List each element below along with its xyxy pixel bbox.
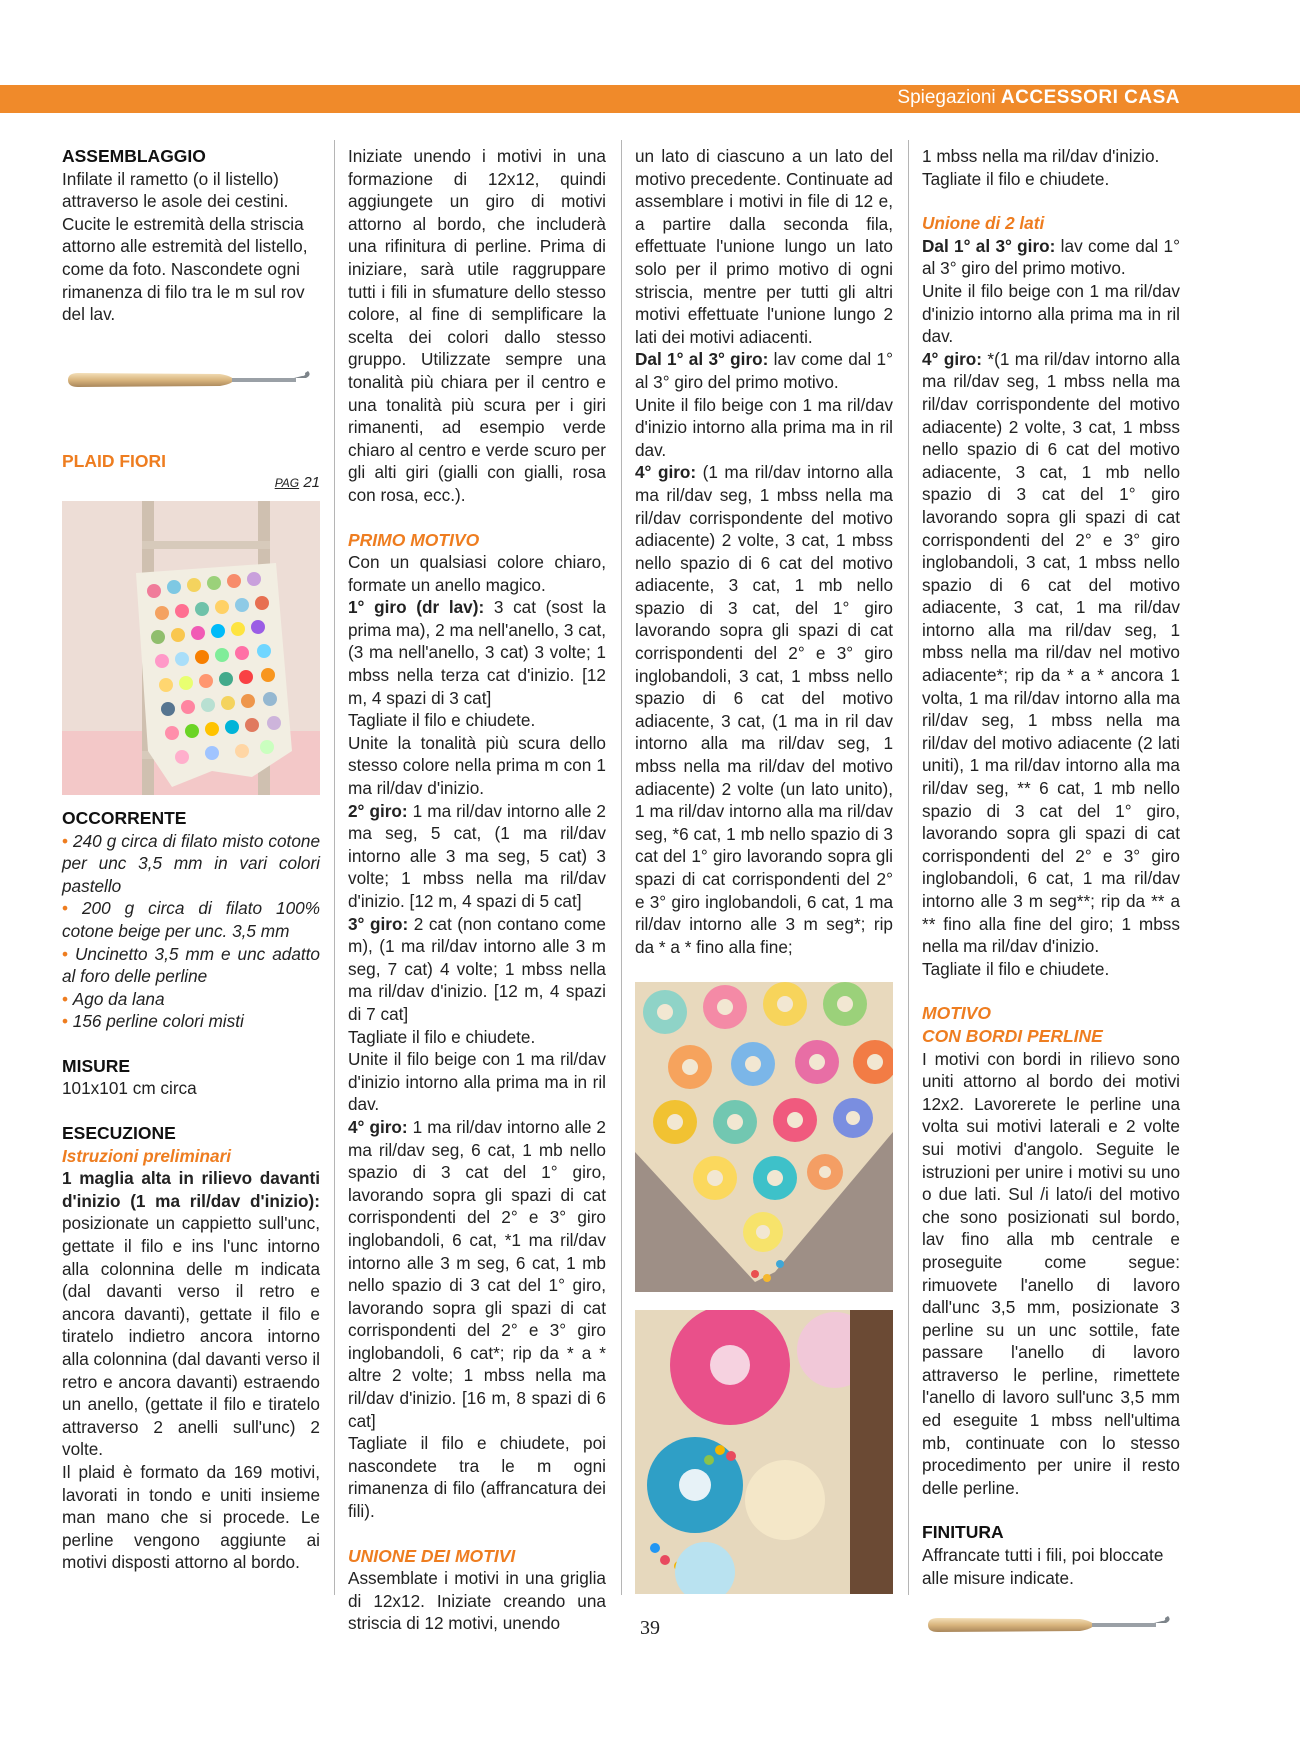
giro-3: 3° giro: 2 cat (non contano come m), (1 ma ril/dav intorno alle 3 m seg, 7 cat) 4 volte; 1 mbss nella ma ril/dav d'inizio. [12 m, 4 spazi di 7 cat] — [348, 913, 606, 1024]
unite-beige: Unite il filo beige con 1 ma ril/dav d'inizio intorno alla prima ma in ril dav. — [348, 1049, 606, 1115]
column-divider — [621, 140, 622, 1595]
unione-continued: un lato di ciascuno a un lato del motivo precedente. Continuate ad assemblare i motivi in file di 12 e, a partire dalla seconda fila, effettuate l'unione lungo un lato solo per il primo motivo di ogni striscia, mentre per tutti gli altri motivi effettuate l'unione lungo 2 lati dei motivi adiacenti. — [635, 146, 893, 347]
column-divider — [334, 140, 335, 1595]
maglia-instruction: 1 maglia alta in rilievo davanti d'inizio (1 ma ril/dav d'inizio): posizionate un cappietto sull'unc, gettate il filo e ins l'unc intorno alla colonnina delle m indicata (dal davanti verso il retro e ancora davanti), gettate il filo e tiratelo indietro ancora intorno alla colonnina (dal davanti verso il retro e ancora davanti) estraendo un anello, (gettate il filo e tiratelo attraverso 2 anelli sull'unc) 2 volte. — [62, 1168, 320, 1460]
page-ref-label: PAG — [274, 476, 300, 491]
column-2 — [348, 145, 606, 1635]
section-heading-assemblaggio: ASSEMBLAGGIO — [62, 146, 206, 166]
section-heading-plaid-fiori: PLAID FIORI — [62, 450, 167, 471]
primo-text: Con un qualsiasi colore chiaro, formate un anello magico. — [348, 552, 606, 595]
motivo-text: I motivi con bordi in rilievo sono uniti attorno al bordo dei motivi 12x2. Lavorerete le perline una volta sui motivi laterali e 2 volte sui motivi d'angolo. Seguite le istruzioni per unire i motivi su uno o due lati. Sul /i lato/i del motivo che sono posizionati sul bordo, lav fino alla mb centrale e proseguite come segue: rimuovete l'anello di lavoro dall'unc 3,5 mm, posizionate 3 perline su un unc sottile, fate passare l'anello di lavoro attraverso le perline, rimettete l'anello di lavoro sull'unc 3,5 mm ed eseguite 1 mbss nell'ultima mb, continuate con lo stesso procedimento per unire il resto delle perline. — [922, 1048, 1180, 1498]
crochet-hook-icon — [62, 362, 320, 398]
section-heading-bordi-perline: CON BORDI PERLINE — [922, 1025, 1103, 1046]
section-heading-esecuzione: ESECUZIONE — [62, 1123, 176, 1144]
material-item: • Ago da lana — [62, 988, 165, 1009]
giro-4: 4° giro: (1 ma ril/dav intorno alla ma ril/dav seg, 1 mbss nella ma ril/dav corrispondente del motivo adiacente) 2 volte, 3 cat, 1 mbss nello spazio di 6 cat del motivo adiacente, 3 cat, 1 mb nello spazio di 3 cat, del 1° giro lavorando sopra gli spazi di cat corrispondenti del 2° e 3° giro inglobandoli, 3 cat, 1 mbss nello spazio di 6 cat del motivo adiacente, 3 cat, (1 ma in ril dav intorno alla ma ril/dav seg, 1 mbss nella ma ril/dav del motivo adiacente) 2 volte (un lato unito), 1 ma ril/dav intorno alla ma ril/dav seg, *6 cat, 1 mb nello spazio di 3 cat del 1° giro lavorando sopra gli spazi di cat corrispondenti del 2° e 3° giro inglobandoli, 6 cat, 1 ma ril/dav intorno alle 3 m seg*; rip da * a * fino alla fine; — [635, 462, 893, 957]
section-heading-finitura: FINITURA — [922, 1522, 1004, 1543]
category-label: ACCESSORI CASA — [1000, 87, 1180, 108]
plaid-photo — [62, 501, 320, 795]
col4-continued: 1 mbss nella ma ril/dav d'inizio. — [922, 146, 1160, 166]
cut-instruction: Tagliate il filo e chiudete. — [922, 168, 1110, 189]
section-heading-misure: MISURE — [62, 1055, 131, 1076]
cut-instruction: Tagliate il filo e chiudete. — [922, 958, 1110, 979]
section-heading-unione: UNIONE DEI MOTIVI — [348, 1545, 516, 1566]
material-item: • 240 g circa di filato misto cotone per unc 3,5 mm in vari colori pastello — [62, 830, 321, 896]
misure-text: 101x101 cm circa — [62, 1078, 197, 1099]
page-ref-number: 21 — [303, 474, 320, 492]
subheading-unione-2-lati: Unione di 2 lati — [922, 213, 1045, 234]
finitura-text: Affrancate tutti i fili, poi bloccate alle misure indicate. — [922, 1545, 1164, 1588]
section-heading-motivo: MOTIVO — [922, 1003, 992, 1024]
material-item: • 156 perline colori misti — [62, 1011, 244, 1032]
cut-instruction: Tagliate il filo e chiudete, poi nascondete tra le m ogni rimanenza di filo (affrancatura dei fili). — [348, 1433, 606, 1522]
intro-text: Iniziate unendo i motivi in una formazione di 12x12, quindi aggiungete un giro di motivi attorno al bordo, che includerà una rifinitura di perline. Prima di iniziare, sarà utile raggruppare tutti i fili in sfumature dello stesso colore, al fine di semplificare la scelta dei colori dallo stesso gruppo. Utilizzate sempre una tonalità più chiara per il centro e una tonalità più scura per i giri rimanenti, ad esempio verde chiaro al centro e verde scuro per gli alti giri (gialli con gialli, rosa con rosa, ecc.). — [348, 146, 606, 505]
section-header — [897, 87, 1180, 109]
column-4 — [922, 145, 1180, 1643]
cut-instruction: Tagliate il filo e chiudete. — [348, 1026, 536, 1047]
page-number: 39 — [640, 1617, 660, 1639]
subheading-istruzioni: Istruzioni preliminari — [62, 1145, 232, 1166]
section-heading-occorrente: OCCORRENTE — [62, 807, 187, 828]
plaid-description: Il plaid è formato da 169 motivi, lavorati in tondo e uniti insieme man mano che si procede. Le perline vengono aggiunte ai motivi disposti attorno al bordo. — [62, 1461, 320, 1573]
giro-4: 4° giro: 1 ma ril/dav intorno alle 2 ma ril/dav seg, 6 cat, 1 mb nello spazio di 3 cat del 1° giro, lavorando sopra gli spazi di cat corrispondenti del 2° e 3° giro inglobandoli, 6 cat, *1 ma ril/dav intorno alle 3 m seg, 6 cat, 1 mb nello spazio di 3 cat del 1° giro, lavorando sopra gli spazi di cat corrispondenti del 2° e 3° giro inglobandoli, 6 cat*; rip da * a * altre 2 volte; 1 mbss nella ma ril/dav d'inizio. [16 m, 8 spazi di 6 cat] — [348, 1116, 606, 1431]
unione-text: Assemblate i motivi in una griglia di 12x12. Iniziate creando una striscia di 12 motivi, unendo — [348, 1568, 606, 1634]
cut-instruction: Tagliate il filo e chiudete. — [348, 710, 536, 731]
giro-2: 2° giro: 1 ma ril/dav intorno alle 2 ma seg, 5 cat, (1 ma ril/dav intorno alle 3 ma seg, 5 cat) 3 volte; 1 mbss nella ma ril/dav d'inizio. [12 m, 4 spazi di 5 cat] — [348, 800, 606, 911]
unite-scura: Unite la tonalità più scura dello stesso colore nella prima m con 1 ma ril/dav d'inizio. — [348, 732, 606, 799]
beaded-edge-photo — [635, 1310, 893, 1594]
section-label: Spiegazioni — [897, 87, 996, 108]
material-item: • Uncinetto 3,5 mm e unc adatto al foro delle perline — [62, 943, 320, 987]
page-reference — [62, 472, 320, 495]
giro-4: 4° giro: *(1 ma ril/dav intorno alla ma ril/dav seg, 1 mbss nella ma ril/dav corrispondente del motivo adiacente) 2 volte, 3 cat, 1 mbss nello spazio di 6 cat del motivo adiacente, 3 cat, 1 mb nello spazio di 3 cat del 1° giro lavorando sopra gli spazi di cat corrispondenti del 2° e 3° giro inglobandoli, 3 cat, 1 mbss nello spazio di 6 cat del motivo adiacente, 3 cat, 1 ma ril/dav intorno alla ma ril/dav seg, 1 mbss nella ma ril/dav nel motivo adiacente*; rip da * a * ancora 1 volta, 1 ma ril/dav intorno alla ma ril/dav seg, 1 mbss nella ma ril/dav del motivo adiacente (2 lati uniti), 1 ma ril/dav intorno alla ma ril/dav seg, ** 6 cat, 1 mb nello spazio di 3 cat del 1° giro, lavorando sopra gli spazi di cat corrispondenti del 2° e 3° giro inglobandoli, 6 cat, 1 ma ril/dav intorno alle 3 m seg**; rip da ** a ** fino alla fine del giro; 1 mbss nella ma ril/dav d'inizio. — [922, 348, 1180, 957]
column-divider — [908, 140, 909, 1595]
section-heading-primo-motivo: PRIMO MOTIVO — [348, 529, 480, 550]
material-item: • 200 g circa di filato 100% cotone beige per unc. 3,5 mm — [62, 898, 321, 941]
unite-beige: Unite il filo beige con 1 ma ril/dav d'inizio intorno alla prima ma in ril dav. — [635, 394, 893, 460]
column-1 — [62, 145, 320, 1574]
column-3 — [635, 145, 893, 958]
dal-giro: Dal 1° al 3° giro: lav come dal 1° al 3° giro del primo motivo. — [922, 235, 1180, 279]
assemblaggio-text: Infilate il rametto (o il listello) attraverso le asole dei cestini. Cucite le estremità della striscia attorno alle estremità del listello, come da foto. Nascondete ogni rimanenza di filo tra le m sul rov del lav. — [62, 168, 308, 325]
dal-giro: Dal 1° al 3° giro: lav come dal 1° al 3° giro del primo motivo. — [635, 349, 893, 392]
giro-1: 1° giro (dr lav): 3 cat (sost la prima ma), 2 ma nell'anello, 3 cat, (3 ma nell'anello, 3 cat) 3 volte; 1 mbss nella terza cat d'inizio. [12 m, 4 spazi di 3 cat] — [348, 597, 606, 708]
motif-closeup-photo — [635, 982, 893, 1292]
unite-beige: Unite il filo beige con 1 ma ril/dav d'inizio intorno alla prima ma in ril dav. — [922, 280, 1180, 347]
